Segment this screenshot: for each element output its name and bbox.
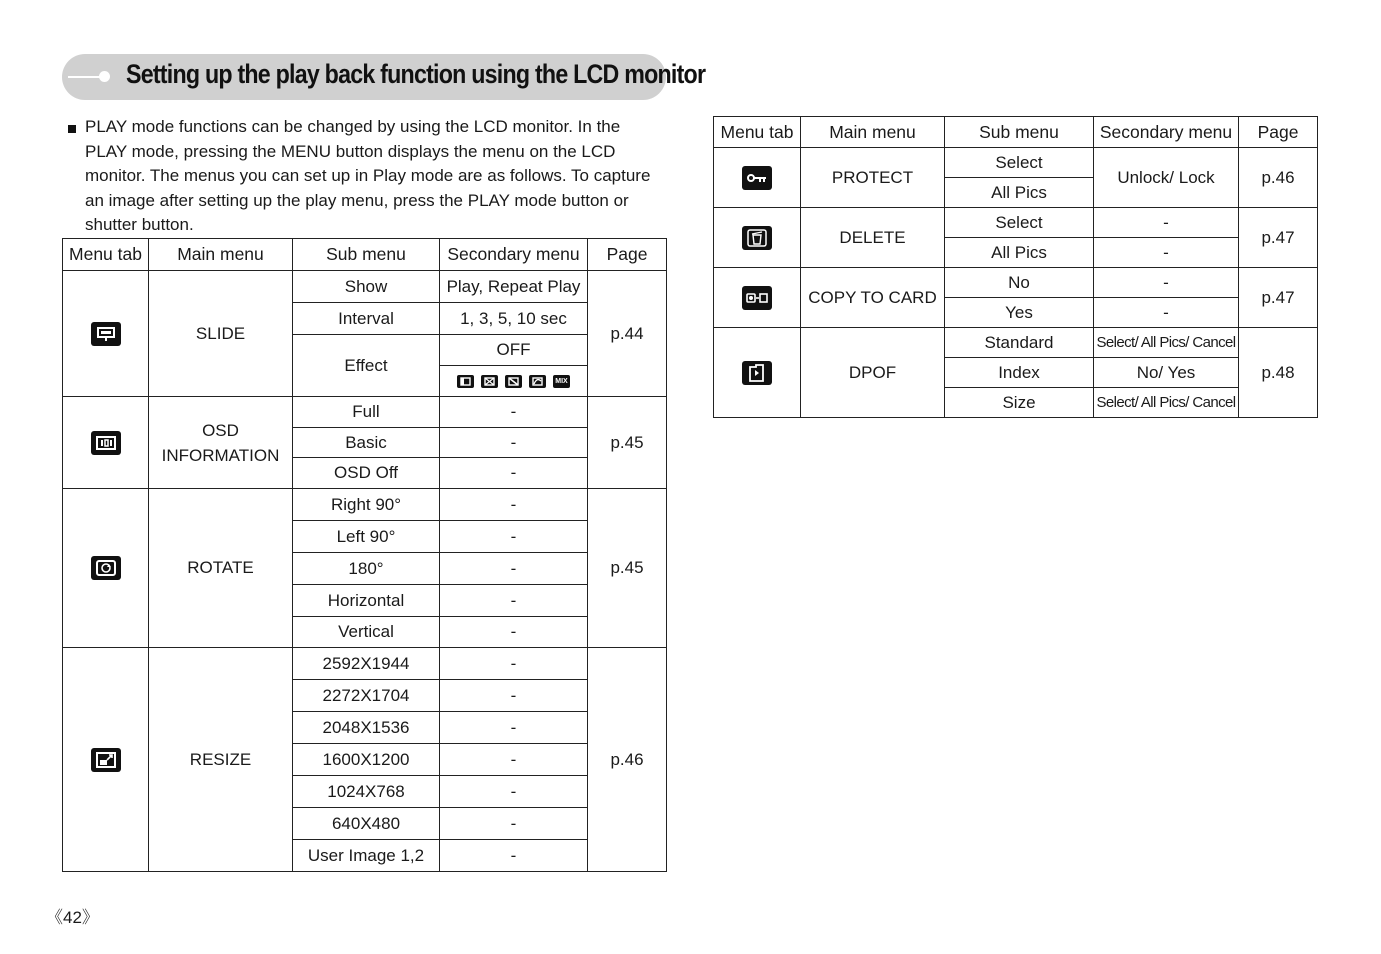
effect-4-icon	[529, 375, 546, 388]
intro-paragraph	[68, 115, 658, 238]
secondary-menu-item: -	[440, 489, 588, 521]
menu-tab-cell	[63, 489, 149, 648]
table-row	[714, 208, 1318, 238]
sub-menu-item: Size	[945, 388, 1094, 418]
main-menu-osd-line1: OSD	[202, 420, 239, 440]
table-row	[63, 648, 667, 680]
main-menu-resize: RESIZE	[149, 648, 293, 872]
secondary-menu-item: -	[440, 744, 588, 776]
page-title: Setting up the play back function using the LCD monitor	[126, 59, 706, 89]
play-menu-table-right	[713, 116, 1318, 418]
menu-tab-cell	[63, 648, 149, 872]
secondary-menu-item: -	[440, 648, 588, 680]
main-menu-protect: PROTECT	[801, 148, 945, 208]
sub-menu-item: 2592X1944	[293, 648, 440, 680]
menu-tab-cell	[714, 328, 801, 418]
main-menu-slide: SLIDE	[149, 271, 293, 397]
secondary-menu-item: -	[440, 458, 588, 489]
main-menu-delete: DELETE	[801, 208, 945, 268]
secondary-menu-item: -	[440, 840, 588, 872]
key-icon	[742, 166, 772, 190]
secondary-menu-item: -	[440, 397, 588, 428]
main-menu-osd-line2: INFORMATION	[161, 445, 280, 465]
osd-info-icon	[91, 431, 121, 455]
copy-to-card-icon	[742, 286, 772, 310]
page-ref: p.46	[1239, 148, 1318, 208]
table-row	[63, 489, 667, 521]
sub-menu-item: 1600X1200	[293, 744, 440, 776]
sub-menu-item: Horizontal	[293, 585, 440, 617]
header-page: Page	[1239, 117, 1318, 148]
secondary-menu-item: -	[1094, 208, 1239, 238]
menu-tab-cell	[63, 397, 149, 489]
sub-menu-item: Select	[945, 208, 1094, 238]
main-menu-dpof: DPOF	[801, 328, 945, 418]
rotate-icon	[91, 556, 121, 580]
secondary-menu-item: Select/ All Pics/ Cancel	[1094, 388, 1239, 418]
secondary-menu-item: -	[440, 776, 588, 808]
table-row	[714, 328, 1318, 358]
page-ref: p.47	[1239, 208, 1318, 268]
sub-menu-item: All Pics	[945, 238, 1094, 268]
sub-menu-item: Left 90°	[293, 521, 440, 553]
header-menu-tab: Menu tab	[63, 239, 149, 271]
page-ref: p.46	[588, 648, 667, 872]
header-secondary-menu: Secondary menu	[440, 239, 588, 271]
header-page: Page	[588, 239, 667, 271]
secondary-menu-item: No/ Yes	[1094, 358, 1239, 388]
header-sub-menu: Sub menu	[293, 239, 440, 271]
header-main-menu: Main menu	[801, 117, 945, 148]
intro-text: PLAY mode functions can be changed by using the LCD monitor. In the PLAY mode, pressing the MENU button displays the menu on the LCD monitor. The menus you can set up in Play mode are as follows. To capture an image after setting up the play menu, press the PLAY mode button or shutter button.	[85, 117, 651, 234]
table-row	[63, 397, 667, 428]
effect-3-icon	[505, 375, 522, 388]
main-menu-rotate: ROTATE	[149, 489, 293, 648]
header-secondary-menu: Secondary menu	[1094, 117, 1239, 148]
sub-menu-item: Full	[293, 397, 440, 428]
sub-menu-item: 2272X1704	[293, 680, 440, 712]
secondary-menu-item: -	[440, 585, 588, 617]
secondary-menu-item: Unlock/ Lock	[1094, 148, 1239, 208]
dpof-icon	[742, 361, 772, 385]
title-decoration-dot	[99, 71, 110, 82]
secondary-menu-item: -	[440, 712, 588, 744]
bullet-icon	[68, 125, 76, 133]
secondary-menu-item: -	[440, 553, 588, 585]
sub-menu-item: Basic	[293, 428, 440, 458]
secondary-menu-item: -	[440, 617, 588, 648]
effect-1-icon	[457, 375, 474, 388]
sub-menu-item: Show	[293, 271, 440, 303]
slideshow-icon	[91, 322, 121, 346]
header-sub-menu: Sub menu	[945, 117, 1094, 148]
menu-tab-cell	[714, 148, 801, 208]
secondary-menu-item: -	[440, 808, 588, 840]
effect-mix-icon: MIX	[553, 375, 570, 388]
page-ref: p.44	[588, 271, 667, 397]
sub-menu-item: Interval	[293, 303, 440, 335]
secondary-menu-item: -	[440, 680, 588, 712]
sub-menu-item: 1024X768	[293, 776, 440, 808]
trash-icon	[742, 226, 772, 250]
resize-icon	[91, 748, 121, 772]
menu-tab-cell	[714, 268, 801, 328]
sub-menu-item: Right 90°	[293, 489, 440, 521]
menu-tab-cell	[714, 208, 801, 268]
sub-menu-item: No	[945, 268, 1094, 298]
sub-menu-item: OSD Off	[293, 458, 440, 489]
table-row	[714, 268, 1318, 298]
sub-menu-item: Yes	[945, 298, 1094, 328]
secondary-menu-item: -	[1094, 298, 1239, 328]
secondary-menu-item: Select/ All Pics/ Cancel	[1094, 328, 1239, 358]
secondary-menu-item: -	[440, 428, 588, 458]
sub-menu-item: Vertical	[293, 617, 440, 648]
sub-menu-item: All Pics	[945, 178, 1094, 208]
secondary-menu-item: -	[1094, 268, 1239, 298]
secondary-menu-item: -	[440, 521, 588, 553]
menu-tab-cell	[63, 271, 149, 397]
sub-menu-item: 2048X1536	[293, 712, 440, 744]
play-menu-table-left	[62, 238, 667, 872]
sub-menu-item: User Image 1,2	[293, 840, 440, 872]
header-menu-tab: Menu tab	[714, 117, 801, 148]
table-header-row	[714, 117, 1318, 148]
page-ref: p.47	[1239, 268, 1318, 328]
effect-2-icon	[481, 375, 498, 388]
secondary-menu-item: OFF	[440, 335, 588, 366]
table-row	[63, 271, 667, 303]
sub-menu-item: Standard	[945, 328, 1094, 358]
table-row	[714, 148, 1318, 178]
header-main-menu: Main menu	[149, 239, 293, 271]
main-menu-osd	[149, 397, 293, 489]
secondary-menu-item: 1, 3, 5, 10 sec	[440, 303, 588, 335]
page-ref: p.48	[1239, 328, 1318, 418]
page-number: 《42》	[46, 908, 99, 927]
main-menu-copy-to-card: COPY TO CARD	[801, 268, 945, 328]
effect-icons-cell	[440, 366, 588, 397]
page-ref: p.45	[588, 397, 667, 489]
page-ref: p.45	[588, 489, 667, 648]
sub-menu-item: Effect	[293, 335, 440, 397]
secondary-menu-item: Play, Repeat Play	[440, 271, 588, 303]
sub-menu-item: Select	[945, 148, 1094, 178]
secondary-menu-item: -	[1094, 238, 1239, 268]
sub-menu-item: 180°	[293, 553, 440, 585]
table-header-row	[63, 239, 667, 271]
sub-menu-item: 640X480	[293, 808, 440, 840]
sub-menu-item: Index	[945, 358, 1094, 388]
